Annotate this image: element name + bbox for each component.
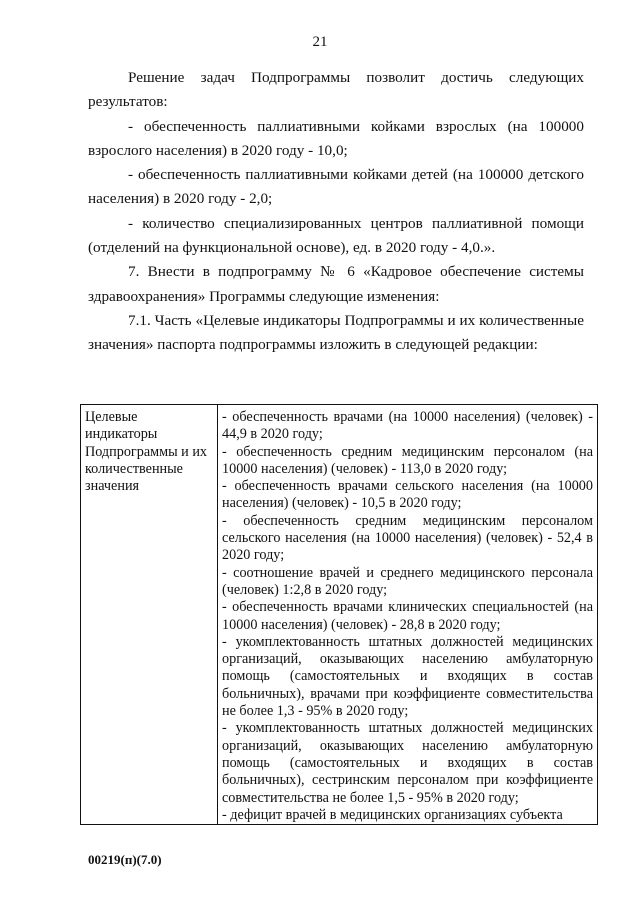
indicator-item: - дефицит врачей в медицинских организациях субъекта	[222, 806, 563, 823]
paragraph-child-beds: - обеспеченность паллиативными койками детей (на 100000 детского населения) в 2020 году - 2,0;	[88, 166, 584, 208]
paragraph-intro: Решение задач Подпрограммы позволит достичь следующих результатов:	[88, 69, 584, 111]
page-number: 21	[312, 34, 328, 50]
indicators-values-cell	[218, 405, 598, 825]
document-body	[88, 66, 584, 358]
indicator-item: - обеспеченность врачами (на 10000 населения) (человек) - 44,9 в 2020 году;	[222, 409, 593, 443]
table-row	[81, 405, 598, 825]
paragraph-item-7-1: 7.1. Часть «Целевые индикаторы Подпрограммы и их количественные значения» паспорта подпрограммы изложить в следующей редакции:	[88, 311, 584, 354]
indicator-item: - обеспеченность средним медицинским персоналом (на 10000 населения) (человек) - 113,0 в 2020 году;	[222, 443, 593, 477]
indicator-item: - обеспеченность средним медицинским персоналом сельского населения (на 10000 населения) (человек) - 52,4 в 2020 году;	[222, 512, 593, 564]
indicator-item: - обеспеченность врачами сельского населения (на 10000 населения) (человек) - 10,5 в 2020 году;	[222, 478, 593, 512]
indicator-item: - укомплектованность штатных должностей медицинских организаций, оказывающих населению амбулаторную помощь (самостоятельных и входящих в состав больничных), врачами при коэффициенте совместительства не более 1,3 - 95% в 2020 году;	[222, 633, 593, 720]
indicator-item: - соотношение врачей и среднего медицинского персонала (человек) 1:2,8 в 2020 году;	[222, 564, 593, 598]
document-code: 00219(п)(7.0)	[88, 852, 162, 867]
indicator-item: - укомплектованность штатных должностей медицинских организаций, оказывающих населению амбулаторную помощь (самостоятельных и входящих в состав больничных), сестринским персоналом при коэффициенте совместительства не более 1,5 - 95% в 2020 году;	[222, 720, 593, 806]
paragraph-item-7: 7. Внести в подпрограмму № 6 «Кадровое обеспечение системы здравоохранения» Программы следующие изменения:	[88, 263, 584, 305]
paragraph-adult-beds: - обеспеченность паллиативными койками взрослых (на 100000 взрослого населения) в 2020 году - 10,0;	[88, 117, 584, 159]
indicators-table	[80, 404, 598, 825]
paragraph-centers: - количество специализированных центров паллиативной помощи (отделений на функциональной основе), ед. в 2020 году - 4,0.».	[88, 214, 584, 257]
indicators-label-cell: Целевые индикаторы Подпрограммы и их количественные значения	[81, 405, 218, 825]
indicator-item: - обеспеченность врачами клинических специальностей (на 10000 населения) (человек) - 28,8 в 2020 году;	[222, 599, 593, 633]
